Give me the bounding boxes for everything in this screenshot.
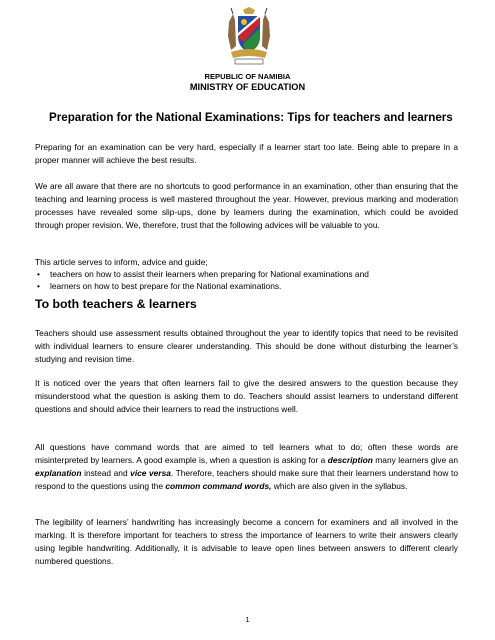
republic-heading: REPUBLIC OF NAMIBIA [204, 72, 291, 81]
emphasis-description: description [327, 455, 373, 465]
bullet-icon: • [37, 281, 40, 291]
paragraph-text: many learners give an [372, 455, 458, 465]
page-number: 1 [245, 617, 250, 624]
paragraph-text: . Therefore, teachers should make sure that their learners understand how to respond to the questions using the [35, 468, 458, 491]
bullet-icon: • [37, 269, 40, 279]
bullet-text: learners on how to best prepare for the National examinations. [50, 281, 282, 291]
ministry-heading: MINISTRY OF EDUCATION [189, 82, 306, 92]
intro-paragraph-2: We are all aware that there are no shortcuts to good performance in an examination, other than ensuring that the teaching and learning process is well mastered throughout the year. However, previous marking and moderation processes have revealed some slip-ups, done by learners during the examination, which could be avoided through proper revision. We, therefore, trust that the following advices will be valuable to you. [35, 181, 458, 230]
intro-paragraph-1: Preparing for an examination can be very hard, especially if a learner start too late. Being able to prepare in a proper manner will achieve the best results. [35, 142, 458, 165]
paragraph-text: which are also given in the syllabus. [271, 481, 408, 491]
emphasis-command-words: common command words, [165, 481, 272, 491]
paragraph-text: instead and [81, 468, 131, 478]
section-heading: To both teachers & learners [35, 297, 197, 311]
section-paragraph-3 [35, 441, 458, 493]
emphasis-vice-versa: vice versa [130, 468, 171, 478]
bullet-text: teachers on how to assist their learners when preparing for National examinations and [50, 269, 369, 279]
coat-of-arms-icon [223, 6, 275, 66]
section-paragraph-2: It is noticed over the years that often learners fail to give the desired answers to the question because they misunderstood what the question is asking them to do. Teachers should assist learners to understand different questions and should advice their learners to read the instructions well. [35, 378, 458, 414]
document-title: Preparation for the National Examinations: Tips for teachers and learners [49, 111, 453, 124]
intro-paragraph-3: This article serves to inform, advice and guide; [35, 257, 208, 267]
paragraph-text: All questions have command words that are aimed to tell learners what to do; often these words are misinterpreted by learners. A good example is, when a question is asking for a [35, 442, 458, 465]
section-paragraph-4: The legibility of learners’ handwriting has increasingly become a concern for examiners and all involved in the marking. It is therefore important for teachers to stress the importance of learners to write their answers clearly using legible handwriting. Additionally, it is advisable to leave open lines between answers to different clearly numbered questions. [35, 517, 458, 566]
section-paragraph-1: Teachers should use assessment results obtained throughout the year to identify topics that need to be revisited with individual learners to ensure clearer understanding. This should be done without disturbing the learner’s studying and revision time. [35, 328, 458, 364]
emphasis-explanation: explanation [35, 468, 82, 478]
